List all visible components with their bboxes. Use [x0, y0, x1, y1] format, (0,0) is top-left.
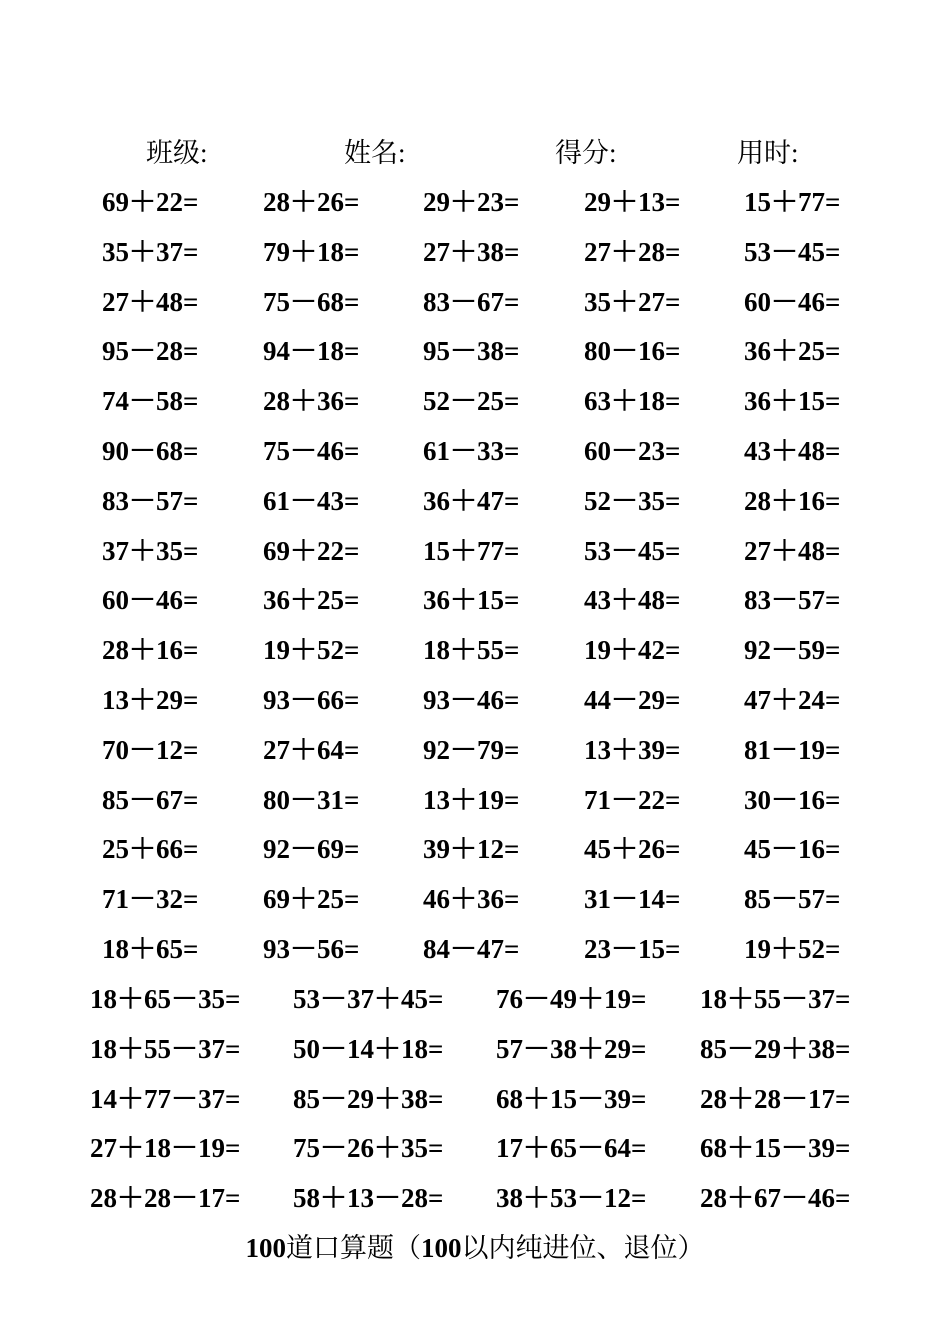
problem-row: [0, 1126, 950, 1176]
problem-row: [0, 827, 950, 877]
problem-item: 57－38＋29=: [496, 1033, 647, 1064]
worksheet-footer: [0, 1226, 950, 1270]
problem-item: 60－23=: [584, 435, 681, 466]
problem-item: 35＋37=: [102, 236, 199, 267]
problem-item: 28＋67－46=: [700, 1183, 851, 1214]
problem-item: 83－67=: [423, 286, 520, 317]
problem-item: 70－12=: [102, 734, 199, 765]
problem-item: 29＋23=: [423, 187, 520, 217]
problem-row: [0, 977, 950, 1027]
problem-item: 85－29＋38=: [700, 1033, 851, 1064]
problem-item: 69＋22=: [102, 187, 199, 217]
problem-item: 18＋65=: [102, 933, 199, 964]
problem-item: 15＋77=: [744, 187, 841, 217]
problem-item: 83－57=: [102, 485, 199, 516]
problem-row: [0, 578, 950, 628]
problem-item: 95－38=: [423, 336, 520, 367]
problem-item: 93－66=: [263, 684, 360, 715]
problem-item: 53－45=: [744, 236, 841, 267]
two-term-problem-grid: [0, 180, 950, 977]
problem-item: 79＋18=: [263, 236, 360, 267]
problem-item: 19＋42=: [584, 635, 681, 666]
problem-row: [0, 728, 950, 778]
problem-item: 76－49＋19=: [496, 984, 647, 1014]
problem-item: 36＋47=: [423, 485, 520, 516]
problem-item: 28＋28－17=: [700, 1083, 851, 1114]
problem-item: 61－33=: [423, 435, 520, 466]
problem-item: 15＋77=: [423, 535, 520, 566]
problem-item: 74－58=: [102, 386, 199, 417]
three-term-problem-grid: [0, 977, 950, 1226]
problem-row: [0, 529, 950, 579]
problem-item: 85－67=: [102, 784, 199, 815]
problem-item: 52－35=: [584, 485, 681, 516]
problem-item: 46＋36=: [423, 884, 520, 915]
problem-row: [0, 180, 950, 230]
problem-item: 28＋16=: [744, 485, 841, 516]
problem-item: 28＋36=: [263, 386, 360, 417]
worksheet-header: [0, 133, 950, 173]
problem-row: [0, 329, 950, 379]
problem-item: 68＋15－39=: [700, 1133, 851, 1164]
problem-item: 31－14=: [584, 884, 681, 915]
problem-item: 93－46=: [423, 684, 520, 715]
score-label: 得分:: [555, 138, 617, 168]
problem-item: 75－46=: [263, 435, 360, 466]
problem-item: 38＋53－12=: [496, 1183, 647, 1214]
problem-item: 92－69=: [263, 834, 360, 865]
footer-range: 100: [421, 1233, 462, 1263]
problem-item: 27＋48=: [744, 535, 841, 566]
problem-item: 85－29＋38=: [293, 1083, 444, 1114]
problem-item: 50－14＋18=: [293, 1033, 444, 1064]
problem-item: 80－16=: [584, 336, 681, 367]
problem-item: 27＋48=: [102, 286, 199, 317]
problem-item: 18＋55－37=: [90, 1033, 241, 1064]
problem-item: 27＋64=: [263, 734, 360, 765]
problem-row: [0, 877, 950, 927]
problem-item: 58＋13－28=: [293, 1183, 444, 1214]
problem-item: 85－57=: [744, 884, 841, 915]
problem-item: 43＋48=: [584, 585, 681, 616]
problem-item: 13＋39=: [584, 734, 681, 765]
problem-item: 75－68=: [263, 286, 360, 317]
problem-item: 71－32=: [102, 884, 199, 915]
problem-item: 60－46=: [102, 585, 199, 616]
problem-item: 18＋65－35=: [90, 984, 241, 1014]
problem-item: 80－31=: [263, 784, 360, 815]
problem-row: [0, 479, 950, 529]
problem-item: 61－43=: [263, 485, 360, 516]
footer-text-2: 以内纯进位、退位）: [461, 1233, 705, 1263]
problem-item: 92－79=: [423, 734, 520, 765]
problem-item: 28＋26=: [263, 187, 360, 217]
problem-item: 27＋28=: [584, 236, 681, 267]
problem-row: [0, 1027, 950, 1077]
problem-item: 17＋65－64=: [496, 1133, 647, 1164]
problem-row: [0, 1176, 950, 1226]
problem-item: 43＋48=: [744, 435, 841, 466]
problem-item: 28＋16=: [102, 635, 199, 666]
problem-item: 27＋18－19=: [90, 1133, 241, 1164]
problem-item: 14＋77－37=: [90, 1083, 241, 1114]
problem-item: 69＋22=: [263, 535, 360, 566]
problem-item: 35＋27=: [584, 286, 681, 317]
problem-item: 29＋13=: [584, 187, 681, 217]
problem-item: 37＋35=: [102, 535, 199, 566]
problem-item: 27＋38=: [423, 236, 520, 267]
problem-item: 36＋15=: [423, 585, 520, 616]
problem-item: 13＋19=: [423, 784, 520, 815]
footer-text-1: 道口算题（: [286, 1233, 421, 1263]
problem-item: 45－16=: [744, 834, 841, 865]
problem-item: 36＋25=: [263, 585, 360, 616]
problem-row: [0, 678, 950, 728]
class-label: 班级:: [146, 138, 208, 168]
problem-item: 30－16=: [744, 784, 841, 815]
problem-item: 36＋25=: [744, 336, 841, 367]
problem-item: 25＋66=: [102, 834, 199, 865]
problem-item: 45＋26=: [584, 834, 681, 865]
problem-item: 44－29=: [584, 684, 681, 715]
problem-item: 13＋29=: [102, 684, 199, 715]
name-label: 姓名:: [344, 138, 406, 168]
problem-item: 75－26＋35=: [293, 1133, 444, 1164]
problem-row: [0, 778, 950, 828]
problem-item: 28＋28－17=: [90, 1183, 241, 1214]
problem-item: 52－25=: [423, 386, 520, 417]
problem-row: [0, 280, 950, 330]
problem-item: 39＋12=: [423, 834, 520, 865]
problem-item: 71－22=: [584, 784, 681, 815]
footer-count: 100: [245, 1233, 286, 1263]
problem-item: 23－15=: [584, 933, 681, 964]
time-label: 用时:: [737, 138, 799, 168]
problem-item: 18＋55=: [423, 635, 520, 666]
problem-item: 63＋18=: [584, 386, 681, 417]
problem-row: [0, 628, 950, 678]
problem-item: 47＋24=: [744, 684, 841, 715]
problem-item: 84－47=: [423, 933, 520, 964]
problem-item: 53－37＋45=: [293, 984, 444, 1014]
problem-item: 94－18=: [263, 336, 360, 367]
problem-item: 19＋52=: [263, 635, 360, 666]
problem-item: 68＋15－39=: [496, 1083, 647, 1114]
problem-row: [0, 927, 950, 977]
problem-item: 93－56=: [263, 933, 360, 964]
problem-row: [0, 1077, 950, 1127]
problem-item: 95－28=: [102, 336, 199, 367]
problem-row: [0, 379, 950, 429]
problem-row: [0, 429, 950, 479]
problem-item: 90－68=: [102, 435, 199, 466]
problem-row: [0, 230, 950, 280]
problem-item: 19＋52=: [744, 933, 841, 964]
problem-item: 81－19=: [744, 734, 841, 765]
problem-item: 83－57=: [744, 585, 841, 616]
problem-item: 92－59=: [744, 635, 841, 666]
problem-item: 18＋55－37=: [700, 984, 851, 1014]
problem-item: 53－45=: [584, 535, 681, 566]
problem-item: 69＋25=: [263, 884, 360, 915]
problem-item: 60－46=: [744, 286, 841, 317]
problem-item: 36＋15=: [744, 386, 841, 417]
